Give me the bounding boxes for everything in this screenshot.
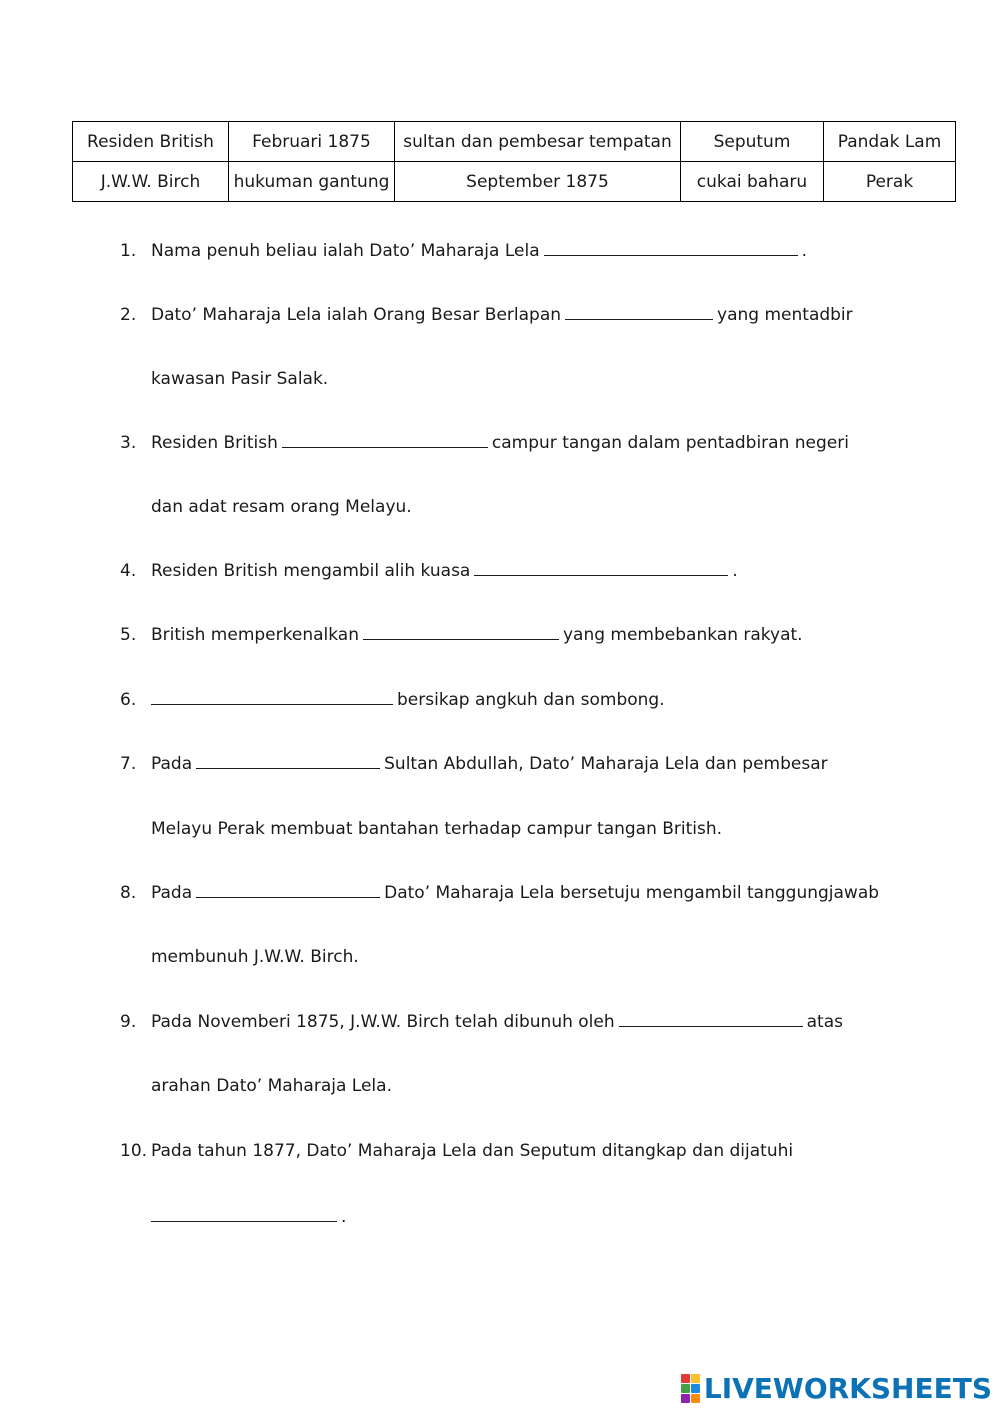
answer-blank-4[interactable] [474,557,728,576]
word-bank-cell: sultan dan pembesar tempatan [395,122,681,162]
word-bank-cell: hukuman gantung [229,162,395,202]
logo-text: LIVEWORKSHEETS [703,1372,992,1405]
question-number: 6. [120,690,137,710]
liveworksheets-logo-icon [681,1374,700,1403]
word-bank-cell: Residen British [73,122,229,162]
question-text: yang membebankan rakyat. [562,625,803,645]
question-text: bersikap angkuh dan sombong. [397,690,665,710]
question-text: British memperkenalkan [151,625,359,645]
question-text: Pada [151,754,193,774]
word-bank-cell: J.W.W. Birch [73,162,229,202]
question-number: 1. [120,241,137,261]
question-number: 9. [120,1012,137,1032]
answer-blank-3[interactable] [282,429,488,448]
logo-square [681,1394,690,1403]
question-3 [120,426,849,460]
liveworksheets-logo [681,1372,992,1405]
answer-blank-1[interactable] [544,237,798,256]
question-9 [120,1005,843,1039]
logo-square [691,1384,700,1393]
answer-blank-8[interactable] [196,879,380,898]
question-text: yang mentadbir [717,305,853,325]
question-7-continuation: Melayu Perak membuat bantahan terhadap campur tangan British. [151,819,723,839]
question-text: Dato’ Maharaja Lela ialah Orang Besar Berlapan [151,305,562,325]
logo-square [691,1374,700,1383]
question-text: . [732,561,738,581]
word-bank-row [73,162,956,202]
logo-square [681,1374,690,1383]
answer-blank-5[interactable] [363,621,559,640]
question-8 [120,876,879,910]
answer-blank-9[interactable] [619,1008,803,1027]
word-bank-cell: Februari 1875 [229,122,395,162]
logo-square [681,1384,690,1393]
question-2 [120,298,853,332]
word-bank-cell: September 1875 [395,162,681,202]
question-6 [120,683,665,717]
question-text: Pada [151,883,193,903]
question-9-continuation: arahan Dato’ Maharaja Lela. [151,1076,392,1096]
word-bank-row [73,122,956,162]
logo-square [691,1394,700,1403]
question-2-continuation: kawasan Pasir Salak. [151,369,329,389]
question-10 [120,1134,793,1168]
question-text: Dato’ Maharaja Lela bersetuju mengambil tanggungjawab [384,883,880,903]
question-1 [120,234,807,268]
answer-blank-10[interactable] [151,1203,337,1222]
answer-blank-6[interactable] [151,686,393,705]
question-number: 10. [120,1141,148,1161]
question-text: Sultan Abdullah, Dato’ Maharaja Lela dan pembesar [384,754,828,774]
question-number: 2. [120,305,137,325]
question-5 [120,618,803,652]
question-text: Residen British [151,433,278,453]
answer-blank-7[interactable] [196,750,380,769]
word-bank-cell: cukai baharu [681,162,824,202]
question-7 [120,747,828,781]
question-text: atas [806,1012,843,1032]
question-number: 8. [120,883,137,903]
word-bank-cell: Seputum [681,122,824,162]
question-4 [120,554,738,588]
question-10-continuation [120,1200,346,1234]
answer-blank-2[interactable] [565,301,713,320]
question-3-continuation: dan adat resam orang Melayu. [151,497,412,517]
question-text: Residen British mengambil alih kuasa [151,561,471,581]
question-text: campur tangan dalam pentadbiran negeri [491,433,849,453]
word-bank-cell: Pandak Lam [824,122,956,162]
question-text: . [341,1207,347,1227]
question-number: 5. [120,625,137,645]
question-8-continuation: membunuh J.W.W. Birch. [151,947,359,967]
question-number: 3. [120,433,137,453]
question-text: Pada Novemberi 1875, J.W.W. Birch telah dibunuh oleh [151,1012,615,1032]
word-bank-cell: Perak [824,162,956,202]
question-text: Nama penuh beliau ialah Dato’ Maharaja Lela [151,241,540,261]
question-number: 7. [120,754,137,774]
question-text: Pada tahun 1877, Dato’ Maharaja Lela dan Seputum ditangkap dan dijatuhi [151,1141,794,1161]
question-number: 4. [120,561,137,581]
question-text: . [801,241,808,261]
word-bank-table [72,121,956,202]
